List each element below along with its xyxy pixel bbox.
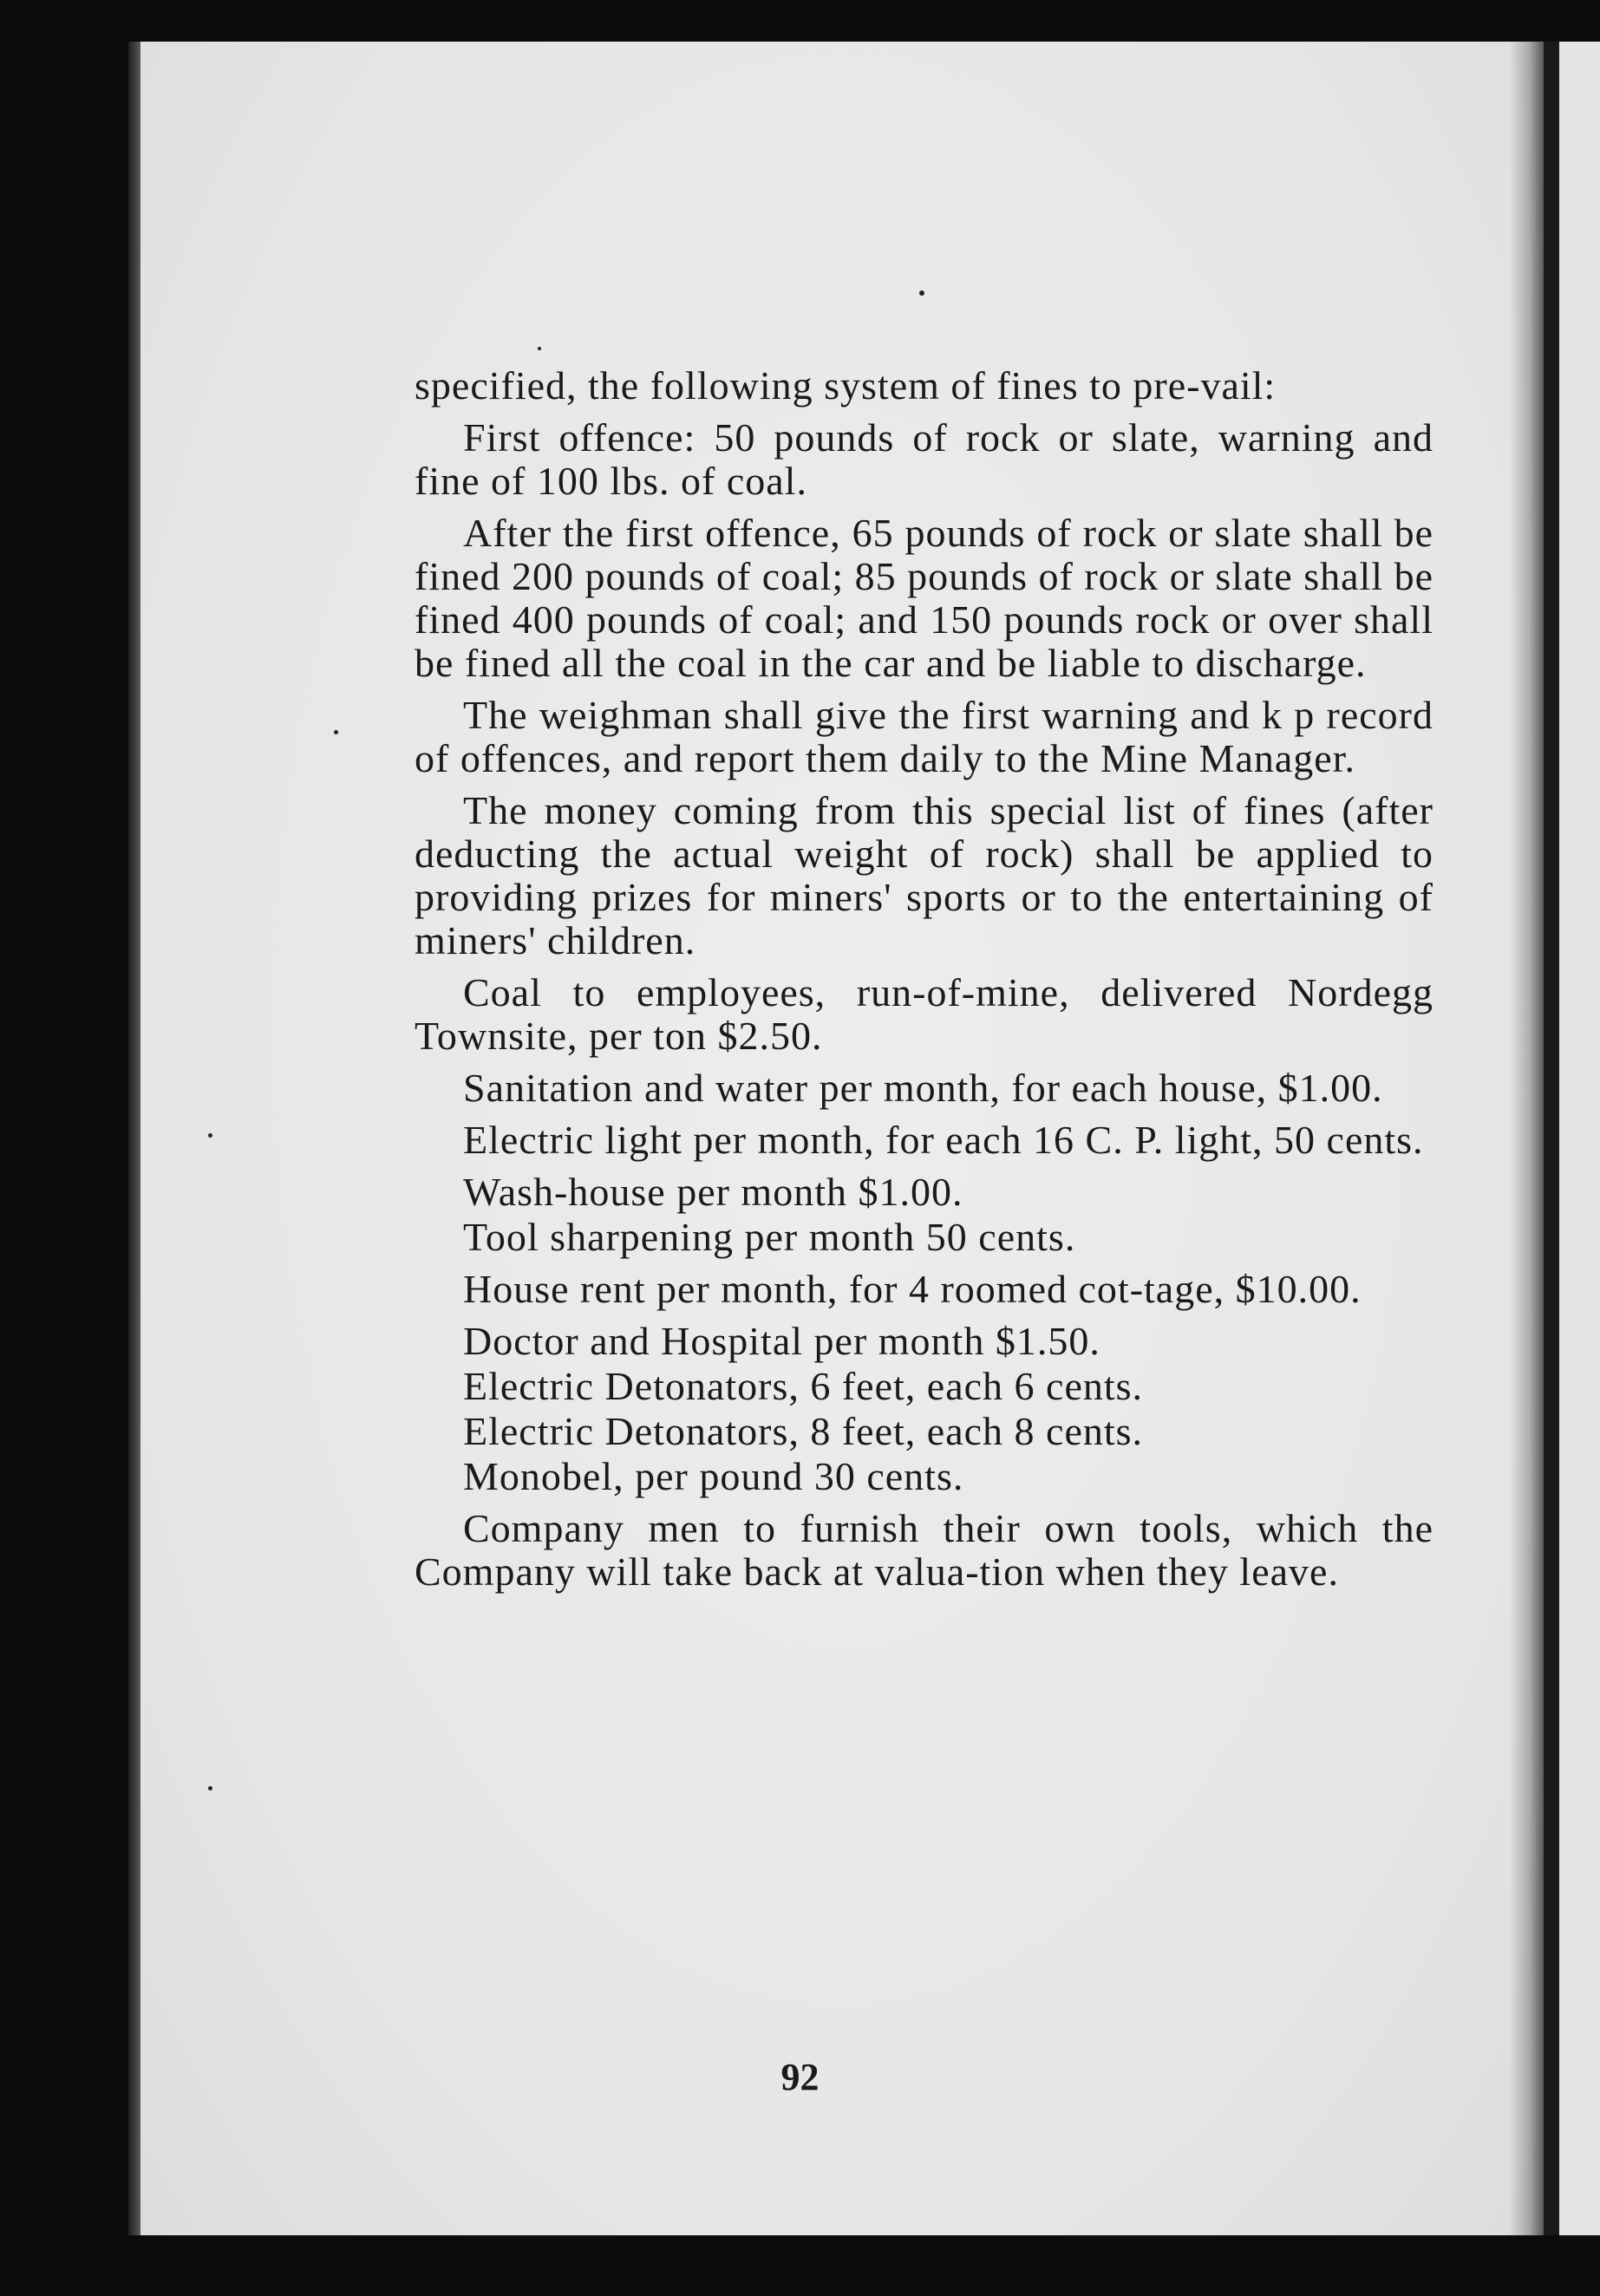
paragraph-fines-intro: specified, the following system of fines to pre-vail:: [415, 363, 1277, 408]
binding-shadow: [1509, 42, 1544, 2235]
paragraph-weighman: The weighman shall give the first warning and k p record of offences, and report them daily to the Mine Manager.: [415, 693, 1433, 780]
paragraph-wash-house: Wash-house per month $1.00.: [463, 1170, 963, 1214]
dust-speck: [208, 1786, 212, 1790]
paragraph-company-tools: Company men to furnish their own tools, which the Company will take back at valua-tion when they leave.: [415, 1506, 1433, 1594]
dust-speck: [538, 347, 541, 350]
paragraph-detonators-6ft: Electric Detonators, 6 feet, each 6 cents.: [463, 1364, 1144, 1408]
dust-speck: [334, 730, 338, 734]
paragraph-electric-light: Electric light per month, for each 16 C. P. light, 50 cents.: [463, 1118, 1424, 1162]
paragraph-coal-to-employees: Coal to employees, run-of-mine, delivered Nordegg Townsite, per ton $2.50.: [415, 970, 1433, 1058]
paragraph-money: The money coming from this special list of fines (after deducting the actual weight of rock) shall be applied to providing prizes for miners' sports or to the entertaining of miners' children.: [415, 788, 1433, 962]
dust-speck: [208, 1133, 212, 1138]
paragraph-doctor-hospital: Doctor and Hospital per month $1.50.: [463, 1319, 1100, 1363]
left-page-edge: [128, 42, 140, 2235]
paragraph-tool-sharpening: Tool sharpening per month 50 cents.: [463, 1215, 1076, 1259]
paragraph-monobel: Monobel, per pound 30 cents.: [463, 1454, 964, 1498]
paragraph-after-first-offence: After the first offence, 65 pounds of rock or slate shall be fined 200 pounds of coal; 85 pounds of rock or slate shall be fined 400 pounds of coal; and 150 pounds rock or over shall be fined all the coal in the car and be liable to discharge.: [415, 511, 1433, 685]
paragraph-house-rent: House rent per month, for 4 roomed cot-tage, $10.00.: [463, 1267, 1362, 1311]
book-gutter: [1544, 42, 1559, 2235]
paragraph-sanitation: Sanitation and water per month, for each house, $1.00.: [463, 1066, 1383, 1110]
paragraph-detonators-8ft: Electric Detonators, 8 feet, each 8 cents.: [463, 1409, 1144, 1453]
body-text: [415, 364, 1433, 1602]
page-number: 92: [780, 2056, 820, 2098]
paragraph-first-offence: First offence: 50 pounds of rock or slate, warning and fine of 100 lbs. of coal.: [415, 415, 1433, 503]
dust-speck: [919, 290, 924, 296]
facing-page-edge: [1559, 42, 1600, 2235]
